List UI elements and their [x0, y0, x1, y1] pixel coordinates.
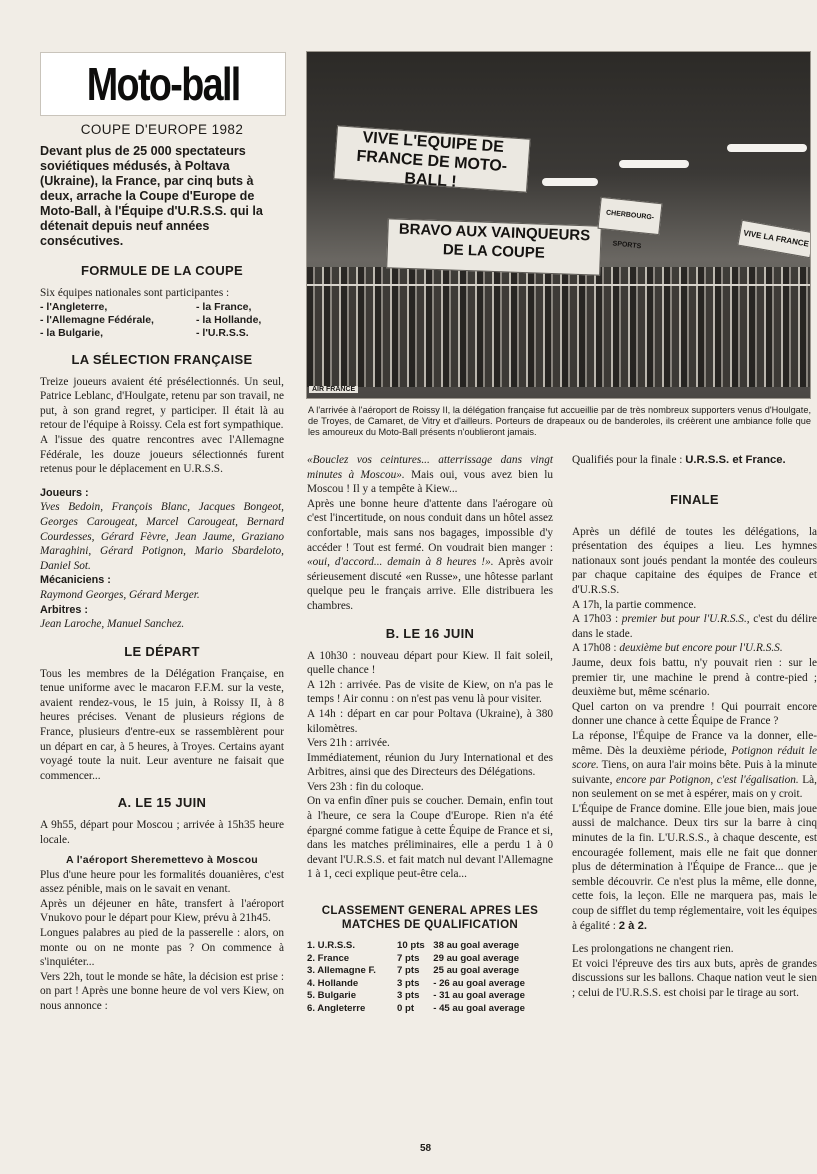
rank-points: 7 pts [397, 952, 420, 964]
banner-vive-equipe: VIVE L'EQUIPE DE FRANCE DE MOTO-BALL ! [333, 125, 530, 192]
finale-paragraph: Les prolongations ne changent rien. [572, 943, 734, 956]
rank-points: 0 pt [397, 1003, 415, 1014]
rank-team: 5. Bulgarie [307, 990, 357, 1002]
juin16-heading: B. LE 16 JUIN [385, 625, 475, 641]
team-item: - l'Allemagne Fédérale, [40, 313, 154, 326]
selection-paragraph: Treize joueurs avaient été présélectionnés. Un seul, Patrice Leblanc, d'Houlgate, retenu par son travail, ne put, à son grand regret, y participer. Il était là au retour de l'équipe à Roissy. Cela est fort sympathique. [40, 375, 284, 432]
rank-average: 38 au goal average [433, 940, 520, 952]
page-number: 58 [420, 1143, 432, 1154]
text-span: A 17h03 : [572, 613, 622, 626]
table-row [307, 1003, 553, 1016]
table-row [307, 965, 553, 978]
col2-paragraph: A 10h30 : nouveau départ pour Kiew. Il fait soleil, quelle chance ! [307, 649, 553, 677]
rank-team: 4. Hollande [307, 977, 359, 989]
text-span: Qualifiés pour la finale : [572, 454, 686, 466]
rank-team: 2. France [307, 952, 350, 964]
score-text: 2 à 2. [618, 919, 647, 932]
table-row [307, 953, 553, 966]
photo-caption: A l'arrivée à l'aéroport de Roissy II, la délégation française fut accueillie par de très nombreux supporters venus d'Houlgate, de Troyes, de Camaret, de Vitry et d'ailleurs. Porteurs de drapeaux ou de banderoles, ils créèrent une ambiance folle que les amoureux du Moto-Ball présents n'oublieront jamais. [308, 405, 811, 438]
text-span: Là, non seulement on se met à espérer, mais on y croit. [572, 773, 817, 801]
col2-paragraph [307, 453, 553, 497]
rank-average: 29 au goal average [433, 952, 520, 964]
finale-paragraph: Et voici l'épreuve des tirs aux buts, après de grandes discussions sur les ballons. Chaque nation veut le sien ; celui de l'U.R.S.S. est choisi par le tirage au sort. [572, 957, 817, 999]
col2-paragraph: A 12h : arrivée. Pas de visite de Kiew, on n'a pas le temps ! Air connu : on n'est pas venu là pour visiter. [307, 678, 553, 706]
emphasis-text: Potignon réduit le score. [572, 744, 817, 772]
col2-paragraph: Vers 23h : fin du coloque. [307, 780, 424, 793]
qualified-teams: U.R.S.S. et France. [685, 454, 786, 466]
depart-paragraph: Tous les membres de la Délégation Française, en tenue uniforme avec le macaron F.F.M. sur la veste, avaient rendez-vous, le 15 juin, à Roissy II, à 8 heures précises. Venant de plusieurs régions de France, plusieurs d'entre-eux se rassemblèrent pour un départ en car, à 5 heures, à Troyes. Certains ayant voyagé toute la nuit. Leur aventure ne faisait que commencer... [40, 667, 284, 782]
juin15-paragraph: Longues palabres au pied de la passerelle : alors, on monte ou on ne monte pas ? On commence à s'inquiéter... [40, 927, 284, 969]
text-span: Tiens, on aura l'air moins bête. Puis à la minute suivante, [572, 759, 817, 786]
teams-list [40, 301, 284, 340]
title-box [40, 52, 286, 116]
joueurs-label: Joueurs : [40, 486, 89, 499]
airport-photo [306, 51, 811, 399]
rank-points: 3 pts [397, 990, 420, 1002]
finale-paragraph [572, 729, 817, 802]
finale-paragraph: Jaume, deux fois battu, n'y pouvait rien : sur le premier tir, une machine le prend à contre-pied ; deuxième but, même scénario. [572, 656, 817, 699]
subtitle: COUPE D'EUROPE 1982 [80, 122, 244, 137]
depart-heading: LE DÉPART [124, 643, 200, 659]
air-france-sign: AIR FRANCE [309, 386, 358, 393]
railing [307, 284, 810, 286]
juin15-paragraph: Vers 22h, tout le monde se hâte, la décision est prise : on part ! Après une bonne heure de vol vers Kiew, on nous annonce : [40, 970, 284, 1012]
col2-paragraph: On va enfin dîner puis se coucher. Demain, enfin tout à l'heure, ce sera la Coupe d'Europe. Rien n'a été épargné comme fatigue à cette Équipe de France et si, dans les matches préliminaires, elle a perdu 1 à 0 devant l'U.R.S.S. et fait match nul devant l'Allemagne 1 à 1, ceci explique peut-être cela... [307, 795, 553, 881]
rank-average: - 26 au goal average [433, 977, 525, 989]
col2-paragraph: Immédiatement, réunion du Jury International et des Arbitres, ainsi que des Directeurs des Délégations. [307, 751, 553, 779]
classement-table [307, 940, 553, 1016]
juin15-heading: A. LE 15 JUIN [117, 795, 207, 811]
table-row [307, 940, 553, 953]
rank-team: 3. Allemagne F. [307, 965, 376, 977]
rank-points: 3 pts [397, 977, 420, 989]
ceiling-light [727, 144, 807, 152]
middle-column [307, 453, 553, 1016]
finale-paragraph: Après un défilé de toutes les délégations, la présentation des équipes a lieu. Les hymnes nationaux sont joués pendant la montée des couleurs par chaque capitaine des équipes de France et d'U.R.S.S. [572, 525, 817, 596]
team-item: - la Hollande, [196, 313, 262, 326]
col2-paragraph: A 14h : départ en car pour Poltava (Ukraine), à 380 kilomètres. [307, 707, 553, 735]
team-item: - l'U.R.S.S. [196, 326, 249, 339]
emphasis-text: encore par Potignon, c'est l'égalisation. [615, 773, 799, 786]
table-row [307, 978, 553, 991]
team-item: - la Bulgarie, [40, 326, 104, 339]
rank-points: 7 pts [397, 965, 420, 977]
rank-average: 25 au goal average [433, 965, 520, 977]
selection-paragraph: A l'issue des quatre rencontres avec l'Allemagne Fédérale, les douze joueurs sélectionnés furent retenus pour le déplacement en U.R.S.S. [40, 433, 284, 476]
banner-cherbourg: CHERBOURG-SPORTS [597, 197, 662, 235]
arbitres-list: Jean Laroche, Manuel Sanchez. [40, 618, 185, 631]
arbitres-label: Arbitres : [40, 603, 88, 616]
finale-paragraph [572, 802, 817, 933]
left-column [40, 52, 284, 1014]
text-span: Après avoir sérieusement discuté «en Russe», une hôtesse parlant quelque peu le français arrive. Elle distribuera les chambres. [307, 556, 554, 612]
emphasis-text: deuxième but encore pour l'U.R.S.S. [619, 642, 783, 655]
text-span: c'est du délire dans le stade. [572, 613, 817, 640]
rank-team: 1. U.R.S.S. [307, 940, 355, 952]
classement-title: CLASSEMENT GENERAL APRES LES MATCHES DE QUALIFICATION [321, 904, 539, 932]
text-span: Après une bonne heure d'attente dans l'aérogare où c'est l'incertitude, on nous conduit dans un hôtel assez confortable, mais sans nos bagages, impossible d'y accéder ! Tout est fermé. On voudrait bien manger : [307, 497, 553, 554]
qualifies-line [572, 453, 817, 468]
banner-bravo: BRAVO AUX VAINQUEURS DE LA COUPE [386, 218, 602, 275]
finale-paragraph: A 17h, la partie commence. [572, 598, 697, 611]
juin15-paragraph: Plus d'une heure pour les formalités douanières, c'est assez pénible, mais on le savait en venant. [40, 868, 284, 896]
emphasis-text: premier but pour l'U.R.S.S., [621, 613, 750, 626]
quote-text: «oui, d'accord... demain à 8 heures !». [307, 556, 494, 569]
lead-paragraph: Devant plus de 25 000 spectateurs soviétiques médusés, à Poltava (Ukraine), la France, par cinq buts à deux, arrache la Coupe d'Europe de Moto-Ball, à l'Équipe d'U.R.S.S. qui la détenait depuis neuf années consécutives. [40, 144, 263, 248]
table-row [307, 990, 553, 1003]
juin15-paragraph: Après un déjeuner en hâte, transfert à l'aéroport Vnukovo pour le départ pour Kiew, prévu à 21h45. [40, 897, 284, 925]
rank-team: 6. Angleterre [307, 1003, 366, 1014]
rank-points: 10 pts [397, 940, 425, 952]
text-span: L'Équipe de France domine. Elle joue bien, mais joue aussi de malchance. Deux tirs sur la barre à cinq minutes de la fin. L'U.R.S.S., à chaque descente, est encouragée follement, mais elle ne fait que donner plus de détermination à l'Équipe de France... que je semble découvrir. Ce n'est plus la même, elle donne, cette fois, la leçon. Elle ne marquera pas, mais le coup de sifflet du temp réglementaire, voit les équipes à égalité : [572, 802, 817, 932]
formule-heading: FORMULE DE LA COUPE [81, 263, 243, 278]
mecaniciens-list: Raymond Georges, Gérard Merger. [40, 588, 200, 601]
col2-paragraph: Vers 21h : arrivée. [307, 737, 390, 750]
finale-heading: FINALE [670, 491, 719, 507]
right-column [572, 453, 817, 1001]
finale-paragraph [572, 641, 817, 656]
finale-paragraph [572, 612, 817, 641]
ceiling-light [542, 178, 598, 186]
mecaniciens-label: Mécaniciens : [40, 574, 111, 587]
sheremettevo-subheading: A l'aéroport Sheremettevo à Moscou [65, 853, 259, 866]
page-title: Moto-ball [86, 58, 240, 110]
banner-vive-france: VIVE LA FRANCE [737, 220, 811, 258]
col2-paragraph [307, 497, 553, 614]
joueurs-list: Yves Bedoin, François Blanc, Jacques Bongeot, Georges Carougeat, Marcel Carougeat, Bernard Courdesses, Gérard Fèvre, Jean Jaume, Graziano Maraghini, Gérard Potignon, Mario Sbardeloto, Daniel Sot. [40, 501, 284, 572]
ceiling-light [619, 160, 689, 168]
team-item: - l'Angleterre, [40, 300, 108, 313]
text-span: La réponse, l'Équipe de France va la donner, elle-même. Dès la deuxième période, [572, 729, 817, 757]
formule-intro: Six équipes nationales sont participantes : [40, 287, 230, 299]
quote-text: «Bouclez vos ceintures... atterrissage dans vingt minutes à Moscou». [307, 454, 553, 481]
text-span: A 17h08 : [572, 642, 620, 655]
quote-follow: Mais oui, vous avez bien lu Moscou ! Il y a tempête à Kiew... [307, 468, 553, 496]
juin15-paragraph: A 9h55, départ pour Moscou ; arrivée à 15h35 heure locale. [40, 819, 284, 847]
selection-heading: LA SÉLECTION FRANÇAISE [71, 351, 253, 367]
rank-average: - 45 au goal average [433, 1003, 525, 1014]
team-item: - la France, [196, 300, 252, 313]
rank-average: - 31 au goal average [433, 990, 525, 1002]
finale-paragraph: Quel carton on va prendre ! Qui pourrait encore donner une chance à cette Équipe de France ? [572, 700, 817, 728]
